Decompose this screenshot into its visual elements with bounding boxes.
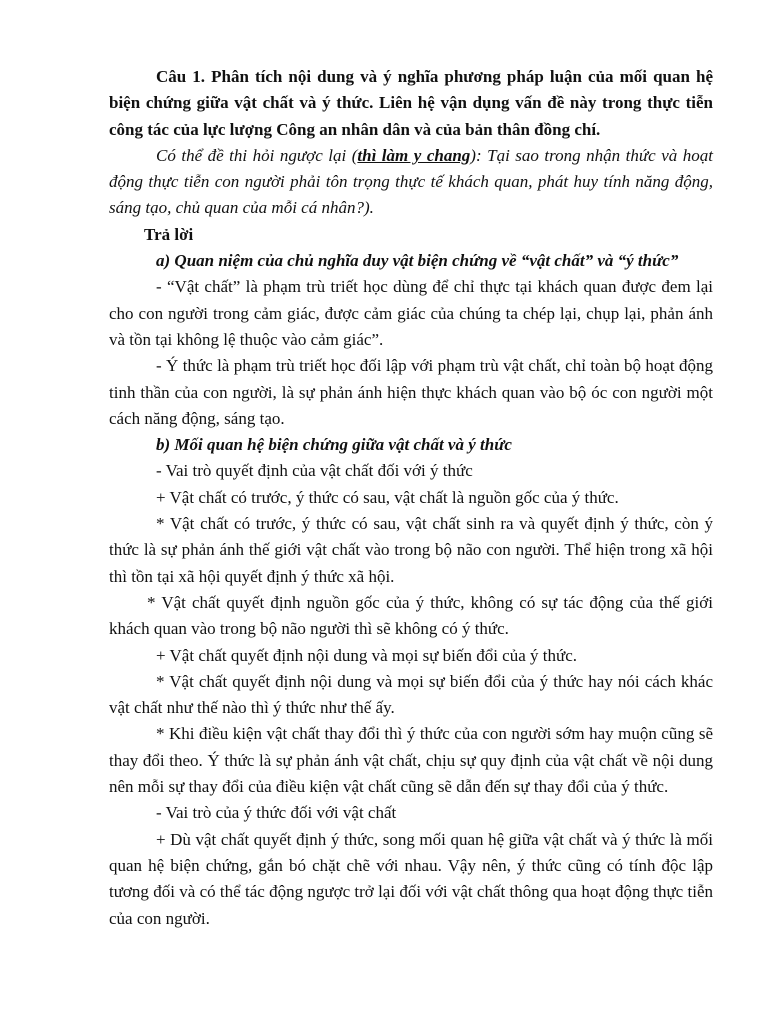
section-b-paragraph-5: + Vật chất quyết định nội dung và mọi sự biến đổi của ý thức. [156, 645, 577, 665]
section-b-paragraph-2: + Vật chất có trước, ý thức có sau, vật chất là nguồn gốc của ý thức. [156, 487, 619, 507]
question-title: Câu 1. Phân tích nội dung và ý nghĩa phương pháp luận của mối quan hệ biện chứng giữa vật chất và ý thức. Liên hệ vận dụng vấn đề này trong thực tiễn công tác của lực lượng Công an nhân dân và của bản thân đồng chí. [109, 67, 713, 139]
section-b-paragraph-9: + Dù vật chất quyết định ý thức, song mối quan hệ giữa vật chất và ý thức là mối quan hệ biện chứng, gắn bó chặt chẽ với nhau. Vậy nên, ý thức cũng có tính độc lập tương đối và có thể tác động ngược trở lại đối với vật chất thông qua hoạt động thực tiễn của con người. [109, 829, 713, 928]
section-b-paragraph-6: * Vật chất quyết định nội dung và mọi sự biến đổi của ý thức hay nói cách khác vật chất như thế nào thì ý thức như thế ấy. [109, 671, 713, 718]
alternate-question-suffix: ): Tại sao trong nhận thức và hoạt động thực tiễn con người phải tôn trọng thực tế khách quan, phát huy tính năng động, sáng tạo, chủ quan của mỗi cá nhân?). [109, 145, 713, 218]
section-b-heading: b) Mối quan hệ biện chứng giữa vật chất và ý thức [156, 435, 512, 455]
answer-label: Trả lời [144, 224, 194, 244]
section-b-paragraph-4: * Vật chất quyết định nguồn gốc của ý thức, không có sự tác động của thế giới khách quan vào trong bộ não người thì sẽ không có ý thức. [109, 592, 713, 639]
consciousness-definition: - Ý thức là phạm trù triết học đối lập với phạm trù vật chất, chỉ toàn bộ hoạt động tinh thần của con người, là sự phản ánh hiện thực khách quan vào bộ óc con người một cách năng động, sáng tạo. [109, 356, 713, 428]
matter-definition: - “Vật chất” là phạm trù triết học dùng để chỉ thực tại khách quan được đem lại cho con người trong cảm giác, được cảm giác của chúng ta chép lại, chụp lại, phản ánh và tồn tại không lệ thuộc vào cảm giác”. [109, 277, 713, 349]
section-b-paragraph-7: * Khi điều kiện vật chất thay đổi thì ý thức của con người sớm hay muộn cũng sẽ thay đổi theo. Ý thức là sự phản ánh vật chất, chịu sự quy định của vật chất về nội dung nên mỗi sự thay đổi của điều kiện vật chất cũng sẽ dẫn đến sự thay đổi của ý thức. [109, 724, 713, 797]
section-b-paragraph-1: - Vai trò quyết định của vật chất đối với ý thức [156, 461, 473, 481]
document-body [109, 64, 713, 932]
section-a-heading: a) Quan niệm của chủ nghĩa duy vật biện chứng về “vật chất” và “ý thức” [156, 251, 679, 271]
alternate-question-emphasis: thì làm y chang [357, 145, 471, 165]
alternate-question-prefix: Có thể đề thi hỏi ngược lại ( [156, 145, 358, 165]
section-b-paragraph-8: - Vai trò của ý thức đối với vật chất [156, 803, 397, 823]
section-b-paragraph-3: * Vật chất có trước, ý thức có sau, vật chất sinh ra và quyết định ý thức, còn ý thức là sự phản ánh thế giới vật chất vào trong bộ não con người. Thể hiện trong xã hội thì tồn tại xã hội quyết định ý thức xã hội. [109, 514, 713, 586]
alternate-question [109, 143, 713, 222]
